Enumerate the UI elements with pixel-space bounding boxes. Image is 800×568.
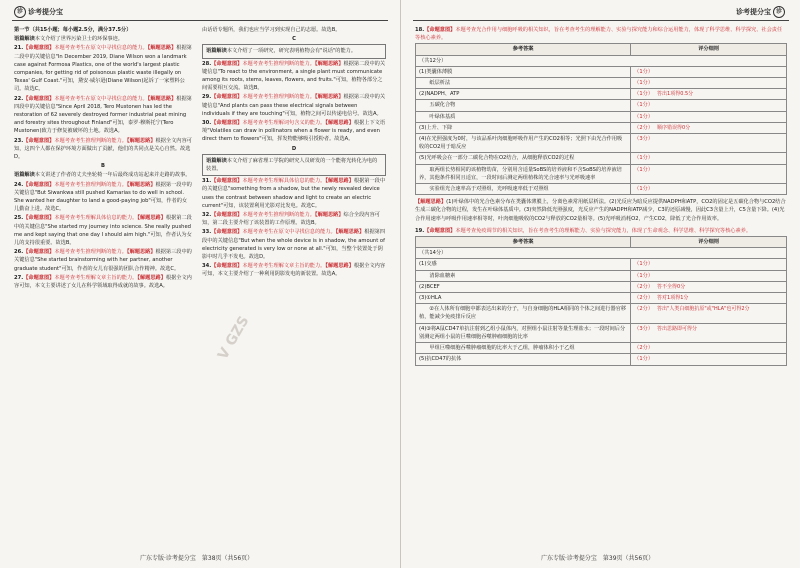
intent-text: 本题考查考生推理判断的能力。 bbox=[54, 181, 127, 188]
answer-item bbox=[14, 95, 192, 136]
analysis-label: 【解题思路】 bbox=[335, 229, 365, 236]
intent-label: 【命题意图】 bbox=[211, 120, 243, 127]
item-text: 根据第一段中的关键信息"But Siwankwa still pushed Kamarias to do well in school. She wanted her daughter to land a good-paying job"可知，作者的女儿勤奋上进。故选C。 bbox=[14, 181, 192, 213]
item-text: 根据全文内容可知，本文主要介绍了一种利用阴影发电的新装置。故选A。 bbox=[202, 263, 386, 278]
score-note: 答对1项得1分 bbox=[657, 295, 689, 302]
item-text: 根据上下文语境"Volatiles can draw in pollinators when a flower is ready, and even direct them to flowers"可知，挥发物能够吸引授粉者。故选A。 bbox=[202, 120, 386, 143]
analysis-label: 【解题思路】 bbox=[126, 181, 156, 188]
passage-b-answers bbox=[14, 171, 192, 290]
score-value: （2分） bbox=[634, 345, 654, 352]
header-rule bbox=[12, 20, 388, 21]
table-row bbox=[416, 354, 787, 365]
table-row bbox=[416, 134, 787, 153]
score-cell bbox=[631, 184, 787, 195]
answer-item bbox=[14, 35, 192, 43]
answer-cell: (1)类囊体薄膜 bbox=[416, 66, 631, 77]
watermark: V GZS bbox=[214, 313, 253, 363]
table-row bbox=[416, 89, 787, 100]
answer-item bbox=[14, 181, 192, 214]
table-row bbox=[416, 259, 787, 270]
item-text: 根据第一段中的关键信息"something from a shadow, but the newly revealed device uses the contrast between shadow and light to create an electric current"可知，该装置利用光影对比发电。故选C。 bbox=[202, 178, 386, 209]
intent-label: 【命题意图】 bbox=[23, 274, 55, 281]
score-cell bbox=[631, 343, 787, 354]
item-label: 语篇解读 bbox=[14, 36, 35, 43]
answer-cell: (4)在光照强度为0时，与该品系叶肉细胞呼吸作用产生的CO2相等；光照下由光合作用吸收的CO2用于暗反应 bbox=[416, 134, 631, 153]
table-row bbox=[416, 343, 787, 354]
score-note: 答不全得0分 bbox=[657, 283, 686, 290]
score-value: （1分） bbox=[634, 102, 654, 109]
answer-item bbox=[202, 154, 386, 176]
table-row bbox=[416, 100, 787, 111]
intent-label: 【命题意图】 bbox=[23, 137, 55, 144]
score-note: 答出1项得0.5分 bbox=[657, 91, 694, 98]
passage-cd-answers bbox=[202, 26, 386, 279]
answer-cell: 五碳化合物 bbox=[416, 100, 631, 111]
answer-item bbox=[14, 44, 192, 93]
intent-label: 【命题意图】 bbox=[211, 178, 243, 185]
answer-cell: 叶绿体基质 bbox=[416, 111, 631, 122]
answer-item bbox=[14, 137, 192, 162]
score-note: 答出"人类白细胞抗原"或"HLA"也可得2分 bbox=[657, 306, 750, 313]
analysis-label: 【解题思路】 bbox=[147, 45, 177, 52]
score-cell bbox=[631, 111, 787, 122]
right-header: 诊考提分宝 诊 bbox=[736, 6, 787, 18]
section-heading: D bbox=[291, 145, 297, 152]
score-cell bbox=[631, 66, 787, 77]
left-footer: 广东专版·诊考提分宝 第38页（共56页） bbox=[140, 555, 254, 562]
intent-label: 【命题意图】 bbox=[211, 94, 243, 101]
score-cell bbox=[631, 323, 787, 342]
score-cell bbox=[631, 100, 787, 111]
answer-item bbox=[202, 93, 386, 118]
table-row bbox=[416, 164, 787, 183]
answer-item bbox=[14, 248, 192, 273]
item-label: 语篇解读 bbox=[14, 172, 35, 179]
intent-label: 【命题意图】 bbox=[23, 45, 55, 52]
table-row bbox=[416, 184, 787, 195]
score-value: （1分） bbox=[634, 113, 654, 120]
answer-cell: 纸层析法 bbox=[416, 78, 631, 89]
item-text: 根据全文内容可知，本文主要讲述了女儿在科学领域取得成就的故事。故选A。 bbox=[14, 274, 192, 290]
answer-cell: (1)交感 bbox=[416, 259, 631, 270]
section-b-heading: B bbox=[101, 163, 105, 170]
item-label: 27. bbox=[14, 274, 24, 281]
intent-label: 【命题意图】 bbox=[211, 212, 243, 219]
score-value: （1分） bbox=[634, 356, 654, 363]
intent-text: 本题考查考生推理判断的能力。 bbox=[54, 137, 127, 144]
table-row bbox=[416, 66, 787, 77]
item-label: 26. bbox=[14, 249, 24, 256]
answer-cell: 取两组长势相同的该植物幼苗，分别用含适量SoBS的培养液和不含SoBS的培养液培养，其他条件相同且适宜，一段时间后测定两组植株的光合速率与光呼吸速率 bbox=[416, 164, 631, 183]
analysis-label: 【解题思路】 bbox=[314, 212, 344, 219]
answer-cell: (5)光呼吸会在一部分二碳化合物在O2结合，从细胞释放CO2的过程 bbox=[416, 153, 631, 164]
answer-cell: 甲组巨噬细胞吞噬肿瘤细胞的比率大于乙组，肿瘤体积小于乙组 bbox=[416, 343, 631, 354]
score-value: （2分） bbox=[634, 124, 654, 131]
answer-item bbox=[202, 26, 386, 34]
intent-label: 【命题意图】 bbox=[23, 181, 55, 188]
item-label: 29. bbox=[202, 94, 212, 101]
intent-label: 【命题意图】 bbox=[23, 215, 55, 222]
score-cell bbox=[631, 134, 787, 153]
q19-answer-table bbox=[415, 236, 787, 365]
score-value: （3分） bbox=[634, 136, 654, 143]
item-text: 本文介绍了一项研究，研究表明植物会有"说话"的能力。 bbox=[226, 48, 357, 55]
score-value: （3分） bbox=[634, 325, 654, 332]
score-value: （2分） bbox=[634, 295, 654, 302]
intent-label: 【命题意图】 bbox=[23, 95, 55, 102]
score-value: （1分） bbox=[634, 91, 654, 98]
score-cell bbox=[631, 270, 787, 281]
item-label: 22. bbox=[14, 95, 24, 102]
table-row bbox=[416, 248, 787, 259]
score-value: （1分） bbox=[634, 80, 654, 87]
answer-item bbox=[14, 171, 192, 179]
answer-item bbox=[202, 262, 386, 278]
q18-intro: 18.【命题意图】本题考查光合作用与细胞呼吸的相关知识，旨在考查考生的理解能力、实验与探究能力和综合运用能力，体现了科学思维、科学探究、社会责任等核心素养。 bbox=[415, 27, 783, 42]
score-note: 顺序错误得0分 bbox=[657, 124, 691, 131]
q18-explanation: 【解题思路】(1)叶绿体中的光合色素分布在类囊体薄膜上，分离色素常用纸层析法。(2)光反应为暗反应提供NADPH和ATP，CO2的固定是五碳化合物与CO2结合生成三碳化合物的过程，发生在叶绿体基质中。(3)突然降低光照强度，光反应产生的NADPH和ATP减少，C3的还原减慢，因此C3含量上升，C5含量下降。(4)光合作用速率与呼吸作用速率相等时，叶肉细胞吸收的CO2与释放的CO2量相等。(5)光呼吸消耗O2，产生CO2，降低了光合作用效率。 bbox=[415, 199, 786, 222]
item-text: 根据第三段中的关键信息"And plants can pass these electrical signals between individuals if they are touching"可知，植物之间可以传递电信号。故选A。 bbox=[202, 94, 386, 117]
score-cell bbox=[631, 293, 787, 304]
analysis-label: 【解题思路】 bbox=[325, 120, 354, 127]
item-label: 25. bbox=[14, 215, 24, 222]
answer-item bbox=[202, 177, 386, 210]
answer-item bbox=[202, 44, 386, 58]
analysis-label: 【解题思路】 bbox=[137, 215, 166, 222]
q19-intro: 19.【命题意图】本题考查免疫调节的相关知识，旨在考查考生的理解能力、实验与探究能力，体现了生命观念、科学思维、科学探究等核心素养。 bbox=[415, 227, 752, 234]
answer-item bbox=[14, 274, 192, 290]
intent-text: 本题考查考生理解具体信息的能力。 bbox=[242, 178, 326, 185]
right-footer: 广东专版·诊考提分宝 第39页（共56页） bbox=[541, 555, 655, 562]
item-text: 根据全文内容可知，这四个人都在保护环境方面做出了贡献，他们的共同点是关心自然。故选D。 bbox=[14, 137, 192, 161]
score-value: （1分） bbox=[634, 155, 654, 162]
intent-text: 本题考查考生理解文章主旨的能力。 bbox=[242, 263, 326, 270]
left-column-2 bbox=[202, 26, 386, 280]
item-label: 30. bbox=[202, 120, 212, 127]
score-cell bbox=[631, 78, 787, 89]
intent-label: 【命题意图】 bbox=[211, 60, 243, 67]
item-label: 24. bbox=[14, 181, 24, 188]
intent-text: 本题考查考生推理判断的能力。 bbox=[242, 60, 315, 67]
table-row bbox=[416, 153, 787, 164]
intent-text: 本题考查考生推理判断的能力。 bbox=[242, 94, 315, 101]
table-row bbox=[416, 122, 787, 133]
analysis-label: 【解题思路】 bbox=[137, 274, 166, 281]
score-cell bbox=[631, 153, 787, 164]
intent-label: 【命题意图】 bbox=[211, 263, 243, 270]
analysis-label: 【解题思路】 bbox=[147, 95, 177, 102]
score-cell bbox=[631, 354, 787, 365]
answer-item bbox=[202, 228, 386, 261]
table-row bbox=[416, 78, 787, 89]
answer-cell: (2)NADPH、ATP bbox=[416, 89, 631, 100]
score-value: （2分） bbox=[634, 306, 654, 313]
item-label: 21. bbox=[14, 45, 24, 52]
item-text: 根据第二段中的关键信息"She started my journey into science. She really pushed me and kept saying that one day I should aim high."可知，作者认为女儿的支持很重要。故选B。 bbox=[14, 215, 192, 247]
item-label: 23. bbox=[14, 137, 24, 144]
score-cell bbox=[631, 281, 787, 292]
analysis-label: 【解题思路】 bbox=[126, 137, 156, 144]
intent-text: 本题考查考生理解文章主旨的能力。 bbox=[54, 274, 138, 281]
intent-label: 【命题意图】 bbox=[211, 229, 243, 236]
item-text: 本文介绍了麻省理工学院的研究人员研发的一个能将光转化为电的装置。 bbox=[206, 157, 378, 173]
answer-cell: (4)③将A鼠CD47单抗注射到乙组小鼠体内，对照组小鼠注射等量生理盐水；一段时间后分别测定两组小鼠的巨噬细胞吞噬肿瘤细胞的比率 bbox=[416, 323, 631, 342]
intent-text: 本题考查考生理解具体信息的能力。 bbox=[54, 215, 138, 222]
answer-cell: 实验组光合速率高于对照组，光呼吸速率低于对照组 bbox=[416, 184, 631, 195]
q18-col-answer: 参考答案 bbox=[416, 44, 631, 55]
analysis-label: 【解题思路】 bbox=[314, 94, 344, 101]
score-value: （1分） bbox=[634, 166, 654, 173]
q19-col-score: 评分细则 bbox=[631, 237, 787, 248]
score-value: （1分） bbox=[634, 186, 654, 193]
item-label: 34. bbox=[202, 263, 212, 270]
table-row bbox=[416, 304, 787, 323]
table-row bbox=[416, 281, 787, 292]
item-text: 根据第四段中的关键信息"But when the whole device is in shadow, the amount of electricity generated is very low or none at all."可知，当整个装置处于阴影中时几乎不发电。故选D。 bbox=[202, 229, 386, 261]
intent-text: 本题考查考生推理判断的能力。 bbox=[54, 249, 127, 256]
q18-answer-table bbox=[415, 43, 787, 195]
answer-item bbox=[202, 60, 386, 93]
item-text: 本文介绍了世界污染卫士的环保事迹。 bbox=[34, 36, 123, 43]
analysis-label: 【解题思路】 bbox=[325, 263, 354, 270]
item-text: 根据第四段中的关键信息"Since April 2018, Tero Mustonen has led the restoration of 62 severely destroyed former industrial peat mining and forestry sites throughout Finland"可知，泰罗·穆斯托宁(Tero Mustonen)致力于修复被破坏的土地。故选A。 bbox=[14, 95, 192, 135]
score-value: （1分） bbox=[634, 261, 654, 268]
analysis-label: 【解题思路】 bbox=[314, 60, 344, 67]
left-column-1 bbox=[14, 26, 192, 291]
score-value: （1分） bbox=[634, 272, 654, 279]
header-rule bbox=[413, 20, 789, 21]
q19-col-answer: 参考答案 bbox=[416, 237, 631, 248]
intent-text: 本题考查考生理解词句含义的能力。 bbox=[242, 120, 326, 127]
answer-item bbox=[202, 119, 386, 144]
item-label: 32. bbox=[202, 212, 212, 219]
item-text: 由话语专题所，我们也应当学习到实现自己的志愿。故选B。 bbox=[202, 27, 341, 33]
q18-col-score: 评分细则 bbox=[631, 44, 787, 55]
item-text: 根据第二段中的关键信息"To react to the environment, a single plant must communicate among its roots, stems, leaves, flowers, and fruits."可知，植物各部分之间需要相互交流。故选B。 bbox=[202, 60, 386, 92]
item-text: 根据第二段中的关键信息"In December 2019, Diane Wilson won a landmark case against Formosa Plastics, one of the world's largest plastic companies, for getting rid of poisonous plastic waste illegally on Texas' Gulf Coast."可知，黛安·威尔逊(Diane Wilson)起诉了一家塑料公司。故选C。 bbox=[14, 45, 192, 93]
total-cell: （共14分） bbox=[416, 248, 787, 259]
right-page bbox=[400, 0, 800, 568]
answer-cell: ②在人体所有细胞中都表达出来的分子，与自身细胞的HLA相同的个体之间进行器官移植，能减少免疫排斥反应 bbox=[416, 304, 631, 323]
score-cell bbox=[631, 304, 787, 323]
score-cell bbox=[631, 164, 787, 183]
right-column bbox=[415, 26, 787, 366]
table-row bbox=[416, 55, 787, 66]
table-row bbox=[416, 323, 787, 342]
answer-cell: 清除血糖素 bbox=[416, 270, 631, 281]
brand-logo-icon: 诊 bbox=[14, 6, 26, 18]
intent-text: 本题考查考生推理判断的能力。 bbox=[242, 212, 315, 219]
table-row bbox=[416, 293, 787, 304]
score-note: 答出思路即可得分 bbox=[657, 325, 698, 332]
item-label: 语篇解读 bbox=[206, 157, 227, 164]
score-value: （2分） bbox=[634, 283, 654, 290]
answer-item bbox=[14, 214, 192, 247]
answer-cell: (2)BCEF bbox=[416, 281, 631, 292]
intent-text: 本题考查考生在原文中寻找信息的能力。 bbox=[54, 95, 148, 102]
answer-item bbox=[202, 211, 386, 227]
intent-text: 本题考查考生在原文中寻找信息的能力。 bbox=[54, 45, 148, 52]
item-text: 本文讲述了作者的丈夫坐轮椅一年后最终成功站起来并走路的故事。 bbox=[34, 172, 191, 179]
item-text: 根据第三段中的关键信息"She started brainstorming with her partner, another graduate student"可知，作者的女儿有很强的团队合作精神。故选C。 bbox=[14, 249, 192, 272]
left-header: 诊 诊考提分宝 bbox=[14, 6, 63, 18]
item-label: 33. bbox=[202, 229, 212, 236]
answer-cell: (3)①HLA bbox=[416, 293, 631, 304]
answer-cell: (5)抗CD47的抗体 bbox=[416, 354, 631, 365]
score-value: （1分） bbox=[634, 68, 654, 75]
table-row bbox=[416, 111, 787, 122]
intent-text: 本题考查考生在原文中寻找信息的能力。 bbox=[242, 229, 336, 236]
total-cell: （共12分） bbox=[416, 55, 787, 66]
section-heading: C bbox=[292, 36, 296, 43]
passage-a-answers bbox=[14, 35, 192, 161]
section-title: 第一节（共15小题；每小题2.5分，满分37.5分） bbox=[14, 27, 132, 33]
score-cell bbox=[631, 122, 787, 133]
answer-cell: (3)上升、下降 bbox=[416, 122, 631, 133]
score-cell bbox=[631, 259, 787, 270]
item-text: 综合全段内容可知，第二段主要介绍了该装置的工作原理。故选B。 bbox=[202, 212, 380, 227]
score-cell bbox=[631, 89, 787, 100]
analysis-label: 【解题思路】 bbox=[325, 178, 354, 185]
item-label: 31. bbox=[202, 178, 212, 185]
intent-label: 【命题意图】 bbox=[23, 249, 55, 256]
item-label: 语篇解读 bbox=[206, 48, 227, 55]
item-label: 28. bbox=[202, 60, 212, 67]
analysis-label: 【解题思路】 bbox=[126, 249, 156, 256]
table-row bbox=[416, 270, 787, 281]
brand-logo-icon: 诊 bbox=[773, 6, 785, 18]
